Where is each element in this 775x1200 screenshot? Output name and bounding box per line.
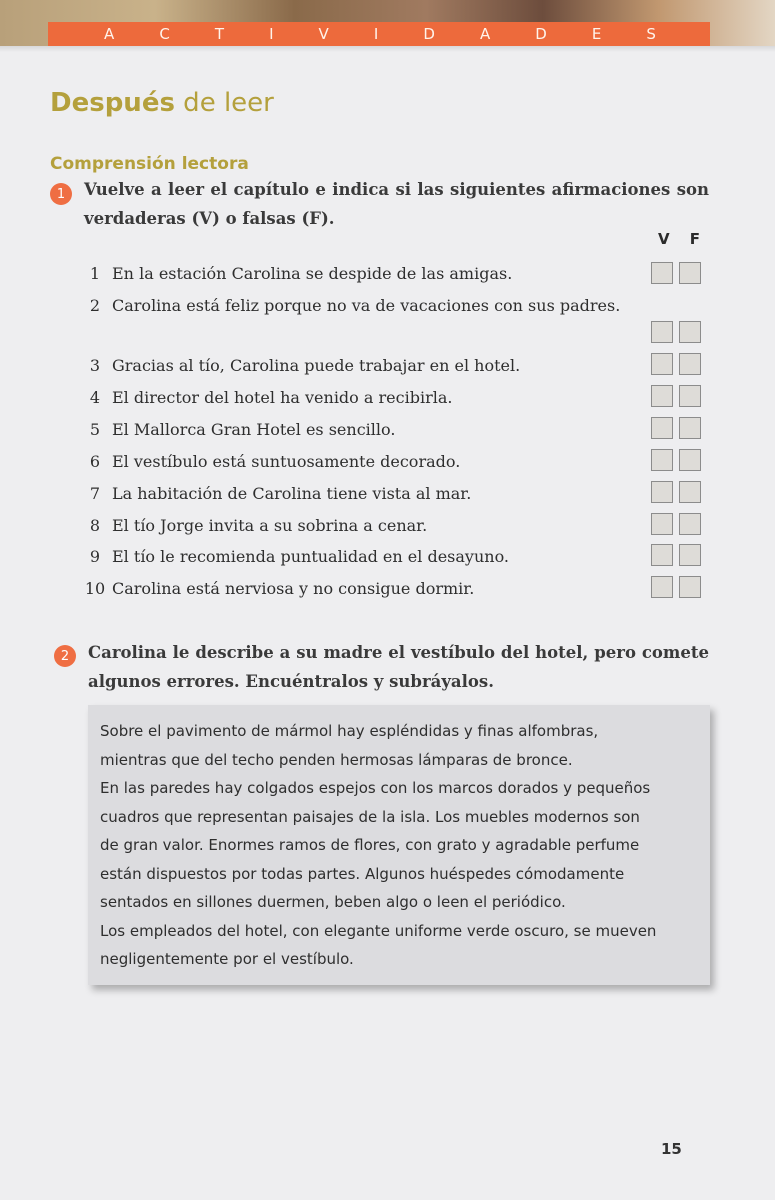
exercise-1-number: 1 bbox=[50, 183, 72, 205]
page-title bbox=[50, 88, 274, 118]
statement-item bbox=[78, 575, 643, 603]
f-column-label: F bbox=[689, 230, 700, 248]
statement-number: 6 bbox=[89, 452, 101, 471]
answer-box-v[interactable] bbox=[651, 353, 673, 375]
page-title-rest: de leer bbox=[174, 88, 274, 118]
band-letter: S bbox=[646, 25, 656, 43]
answer-box-v[interactable] bbox=[651, 481, 673, 503]
statement-item bbox=[78, 292, 643, 320]
v-column-label: V bbox=[658, 230, 670, 248]
passage-line: Sobre el pavimento de mármol hay espléndidas y finas alfombras, bbox=[100, 722, 599, 740]
statement-item bbox=[78, 352, 643, 380]
answer-box-f[interactable] bbox=[679, 262, 701, 284]
exercise-2-instruction: Carolina le describe a su madre el vestíbulo del hotel, pero comete algunos errores. Encuéntralos y subráyalos. bbox=[88, 643, 709, 691]
answer-box-v[interactable] bbox=[651, 321, 673, 343]
passage-line: sentados en sillones duermen, beben algo o leen el periódico. bbox=[100, 893, 566, 911]
answer-box-v[interactable] bbox=[651, 262, 673, 284]
passage-line: mientras que del techo penden hermosas lámparas de bronce. bbox=[100, 750, 573, 769]
statement-number: 2 bbox=[89, 296, 101, 315]
band-letter: I bbox=[373, 25, 379, 43]
band-letter: E bbox=[591, 25, 602, 43]
passage-line: cuadros que representan paisajes de la isla. Los muebles modernos son bbox=[100, 807, 640, 826]
answer-box-f[interactable] bbox=[679, 576, 701, 598]
answer-box-f[interactable] bbox=[679, 513, 701, 535]
passage-line: En las paredes hay colgados espejos con los marcos dorados y pequeños bbox=[100, 779, 651, 797]
page-fold bbox=[0, 46, 775, 52]
band-letter: D bbox=[535, 25, 547, 43]
statement-text: El vestíbulo está suntuosamente decorado. bbox=[112, 452, 461, 471]
passage-box bbox=[88, 705, 710, 985]
statement-item bbox=[78, 543, 643, 571]
statement-text: Gracias al tío, Carolina puede trabajar en el hotel. bbox=[112, 356, 521, 375]
band-letter: D bbox=[423, 25, 435, 43]
answer-box-f[interactable] bbox=[679, 417, 701, 439]
statement-text: El director del hotel ha venido a recibirla. bbox=[112, 388, 453, 407]
statement-item bbox=[78, 448, 643, 476]
band-letter: C bbox=[159, 25, 170, 43]
statement-item bbox=[78, 260, 643, 288]
exercise-2-number: 2 bbox=[54, 645, 76, 667]
band-letter: T bbox=[214, 25, 225, 43]
page-number: 15 bbox=[661, 1140, 682, 1158]
statement-text: En la estación Carolina se despide de las amigas. bbox=[112, 264, 513, 283]
page-title-bold: Después bbox=[50, 88, 175, 118]
answer-box-v[interactable] bbox=[651, 449, 673, 471]
statement-number: 7 bbox=[89, 484, 101, 503]
answer-box-f[interactable] bbox=[679, 321, 701, 343]
statement-number: 8 bbox=[89, 516, 101, 535]
answer-box-f[interactable] bbox=[679, 544, 701, 566]
statement-number: 10 bbox=[84, 579, 106, 598]
exercise-1-instruction: Vuelve a leer el capítulo e indica si las siguientes afirmaciones son verdaderas (V) o falsas (F). bbox=[84, 180, 709, 228]
band-letter: A bbox=[479, 25, 491, 43]
statement-item bbox=[78, 480, 643, 508]
statement-number: 5 bbox=[89, 420, 101, 439]
answer-box-v[interactable] bbox=[651, 544, 673, 566]
statement-text: El tío le recomienda puntualidad en el desayuno. bbox=[112, 547, 510, 566]
statement-number: 4 bbox=[89, 388, 101, 407]
vf-header bbox=[652, 230, 706, 248]
passage-line: de gran valor. Enormes ramos de flores, con grato y agradable perfume bbox=[100, 836, 640, 854]
actividades-band bbox=[48, 22, 710, 46]
answer-box-v[interactable] bbox=[651, 417, 673, 439]
statement-item bbox=[78, 384, 643, 412]
answer-box-v[interactable] bbox=[651, 513, 673, 535]
answer-box-f[interactable] bbox=[679, 449, 701, 471]
statement-number: 1 bbox=[89, 264, 101, 283]
statement-text: Carolina está nerviosa y no consigue dormir. bbox=[112, 579, 475, 598]
statement-item bbox=[78, 416, 643, 444]
band-letter: V bbox=[318, 25, 329, 43]
answer-box-f[interactable] bbox=[679, 385, 701, 407]
answer-box-f[interactable] bbox=[679, 353, 701, 375]
band-letter: A bbox=[104, 25, 115, 43]
passage-line: están dispuestos por todas partes. Algunos huéspedes cómodamente bbox=[100, 864, 625, 883]
answer-box-f[interactable] bbox=[679, 481, 701, 503]
statement-number: 3 bbox=[89, 356, 101, 375]
section-title: Comprensión lectora bbox=[50, 154, 249, 174]
statement-number: 9 bbox=[89, 547, 101, 566]
statement-text: La habitación de Carolina tiene vista al mar. bbox=[112, 484, 472, 503]
passage-line: negligentemente por el vestíbulo. bbox=[100, 950, 354, 968]
answer-box-v[interactable] bbox=[651, 576, 673, 598]
statement-item bbox=[78, 512, 643, 540]
band-letter: I bbox=[269, 25, 274, 43]
passage-line: Los empleados del hotel, con elegante uniforme verde oscuro, se mueven bbox=[100, 921, 657, 940]
statement-text: El Mallorca Gran Hotel es sencillo. bbox=[112, 420, 396, 439]
statement-text: El tío Jorge invita a su sobrina a cenar. bbox=[112, 516, 428, 535]
statement-text: Carolina está feliz porque no va de vacaciones con sus padres. bbox=[112, 296, 621, 315]
answer-box-v[interactable] bbox=[651, 385, 673, 407]
